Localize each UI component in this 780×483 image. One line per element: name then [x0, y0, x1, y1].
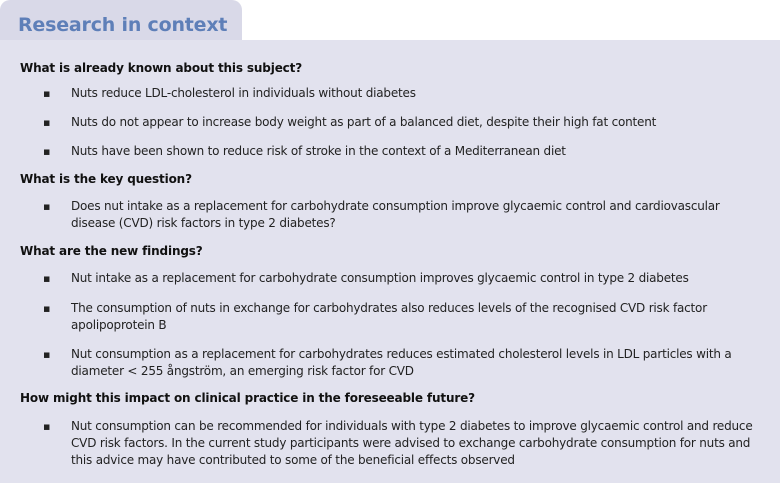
box-title: Research in context — [18, 14, 228, 36]
item-text: Nut consumption as a replacement for carbohydrates reduces estimated cholesterol levels in LDL particles with a diameter < 255 ångström, an emerging risk factor for CVD — [71, 347, 732, 378]
bullet-icon: ▪ — [43, 116, 51, 129]
title-tab — [0, 0, 242, 44]
bullet-icon: ▪ — [43, 87, 51, 100]
item-text: Nuts reduce LDL-cholesterol in individuals without diabetes — [71, 86, 416, 100]
item-text: The consumption of nuts in exchange for carbohydrates also reduces levels of the recognised CVD risk factor apolipoprotein B — [71, 301, 707, 332]
bullet-icon: ▪ — [43, 420, 51, 433]
item-text: Nut intake as a replacement for carbohydrate consumption improves glycaemic control in type 2 diabetes — [71, 271, 689, 285]
section-heading: What is already known about this subject? — [20, 61, 303, 75]
bullet-icon: ▪ — [43, 302, 51, 315]
research-in-context-panel — [0, 40, 780, 483]
bullet-icon: ▪ — [43, 145, 51, 158]
bullet-icon: ▪ — [43, 348, 51, 361]
item-text: Nuts have been shown to reduce risk of stroke in the context of a Mediterranean diet — [71, 144, 566, 158]
item-text: Nuts do not appear to increase body weight as part of a balanced diet, despite their high fat content — [71, 115, 657, 129]
section-heading: What are the new findings? — [20, 244, 203, 258]
section-heading: What is the key question? — [20, 172, 192, 186]
bullet-icon: ▪ — [43, 200, 51, 213]
item-text: Nut consumption can be recommended for individuals with type 2 diabetes to improve glycaemic control and reduce CVD risk factors. In the current study participants were advised to exchange carbohydrate consumption for nuts and this advice may have contributed to some of the beneficial effects observed — [71, 419, 753, 467]
section-heading: How might this impact on clinical practice in the foreseeable future? — [20, 391, 475, 405]
item-text: Does nut intake as a replacement for carbohydrate consumption improve glycaemic control and cardiovascular disease (CVD) risk factors in type 2 diabetes? — [71, 199, 720, 230]
bullet-icon: ▪ — [43, 272, 51, 285]
